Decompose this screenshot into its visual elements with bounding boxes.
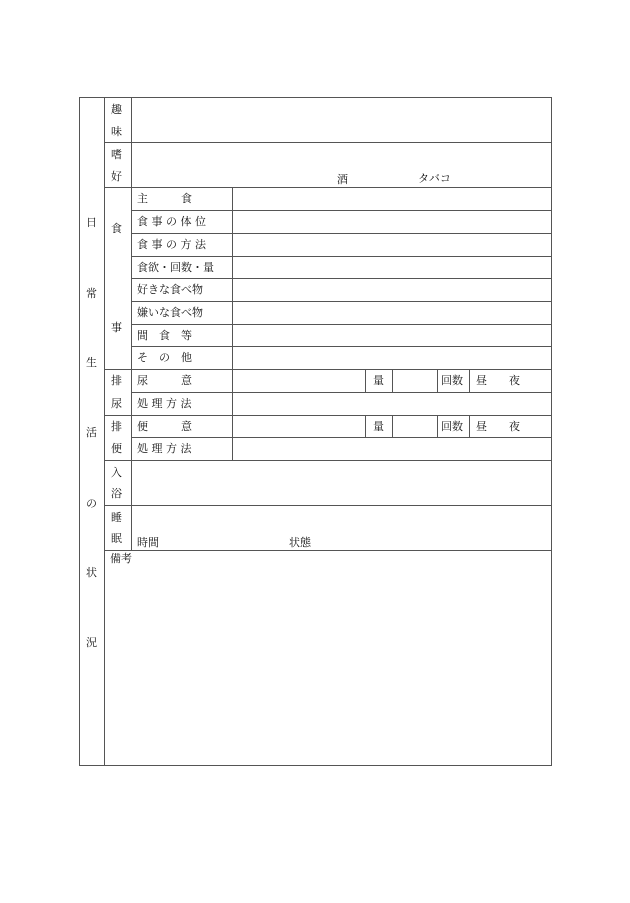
section-title-char: の bbox=[86, 497, 97, 510]
defecation-count: 回数 bbox=[441, 420, 463, 433]
urination-count: 回数 bbox=[441, 374, 463, 387]
urination-label-char: 尿 bbox=[111, 397, 122, 410]
defecation-label-char: 便 bbox=[111, 442, 122, 455]
section-title-char: 常 bbox=[86, 287, 97, 300]
meal-item-method: 食 事 の 方 法 bbox=[137, 238, 206, 251]
section-title-char: 生 bbox=[86, 356, 97, 369]
sleep-time-label: 時間 bbox=[137, 536, 159, 549]
sleep-state-label: 状態 bbox=[289, 536, 311, 549]
defecation-label-char: 排 bbox=[111, 420, 122, 433]
urination-intent: 尿 意 bbox=[137, 374, 192, 387]
section-title-char: 況 bbox=[86, 636, 97, 649]
preference-label-char: 好 bbox=[111, 170, 122, 183]
meal-item-staple: 主 食 bbox=[137, 192, 192, 205]
urination-method: 処 理 方 法 bbox=[137, 397, 192, 410]
sleep-label-char: 睡 bbox=[111, 511, 122, 524]
sleep-label-char: 眠 bbox=[111, 532, 122, 545]
meal-item-other: そ の 他 bbox=[137, 351, 192, 364]
defecation-intent: 便 意 bbox=[137, 420, 192, 433]
meal-item-likes: 好きな食べ物 bbox=[137, 283, 203, 296]
defecation-method: 処 理 方 法 bbox=[137, 442, 192, 455]
remarks-label: 備考 bbox=[110, 552, 132, 565]
preference-label-char: 嗜 bbox=[111, 148, 122, 161]
meal-item-dislikes: 嫌いな食べ物 bbox=[137, 306, 203, 319]
meal-item-snacks: 間 食 等 bbox=[137, 329, 192, 342]
bathing-label-char: 入 bbox=[111, 466, 122, 479]
urination-amount: 量 bbox=[373, 374, 384, 387]
defecation-day-night: 昼 夜 bbox=[476, 420, 520, 433]
meal-item-appetite: 食欲・回数・量 bbox=[137, 261, 214, 274]
meal-label-bottom: 事 bbox=[111, 321, 122, 334]
hobby-label-char: 趣 bbox=[111, 103, 122, 116]
bathing-label-char: 浴 bbox=[111, 487, 122, 500]
urination-label-char: 排 bbox=[111, 374, 122, 387]
meal-label-top: 食 bbox=[111, 222, 122, 235]
tobacco-label: タバコ bbox=[418, 172, 451, 185]
sake-label: 酒 bbox=[337, 173, 348, 186]
urination-day-night: 昼 夜 bbox=[476, 374, 520, 387]
section-title-char: 活 bbox=[86, 426, 97, 439]
section-title-char: 状 bbox=[86, 566, 97, 579]
hobby-label-char: 味 bbox=[111, 125, 122, 138]
section-title-char: 日 bbox=[86, 216, 97, 229]
defecation-amount: 量 bbox=[373, 420, 384, 433]
meal-item-posture: 食 事 の 体 位 bbox=[137, 215, 206, 228]
